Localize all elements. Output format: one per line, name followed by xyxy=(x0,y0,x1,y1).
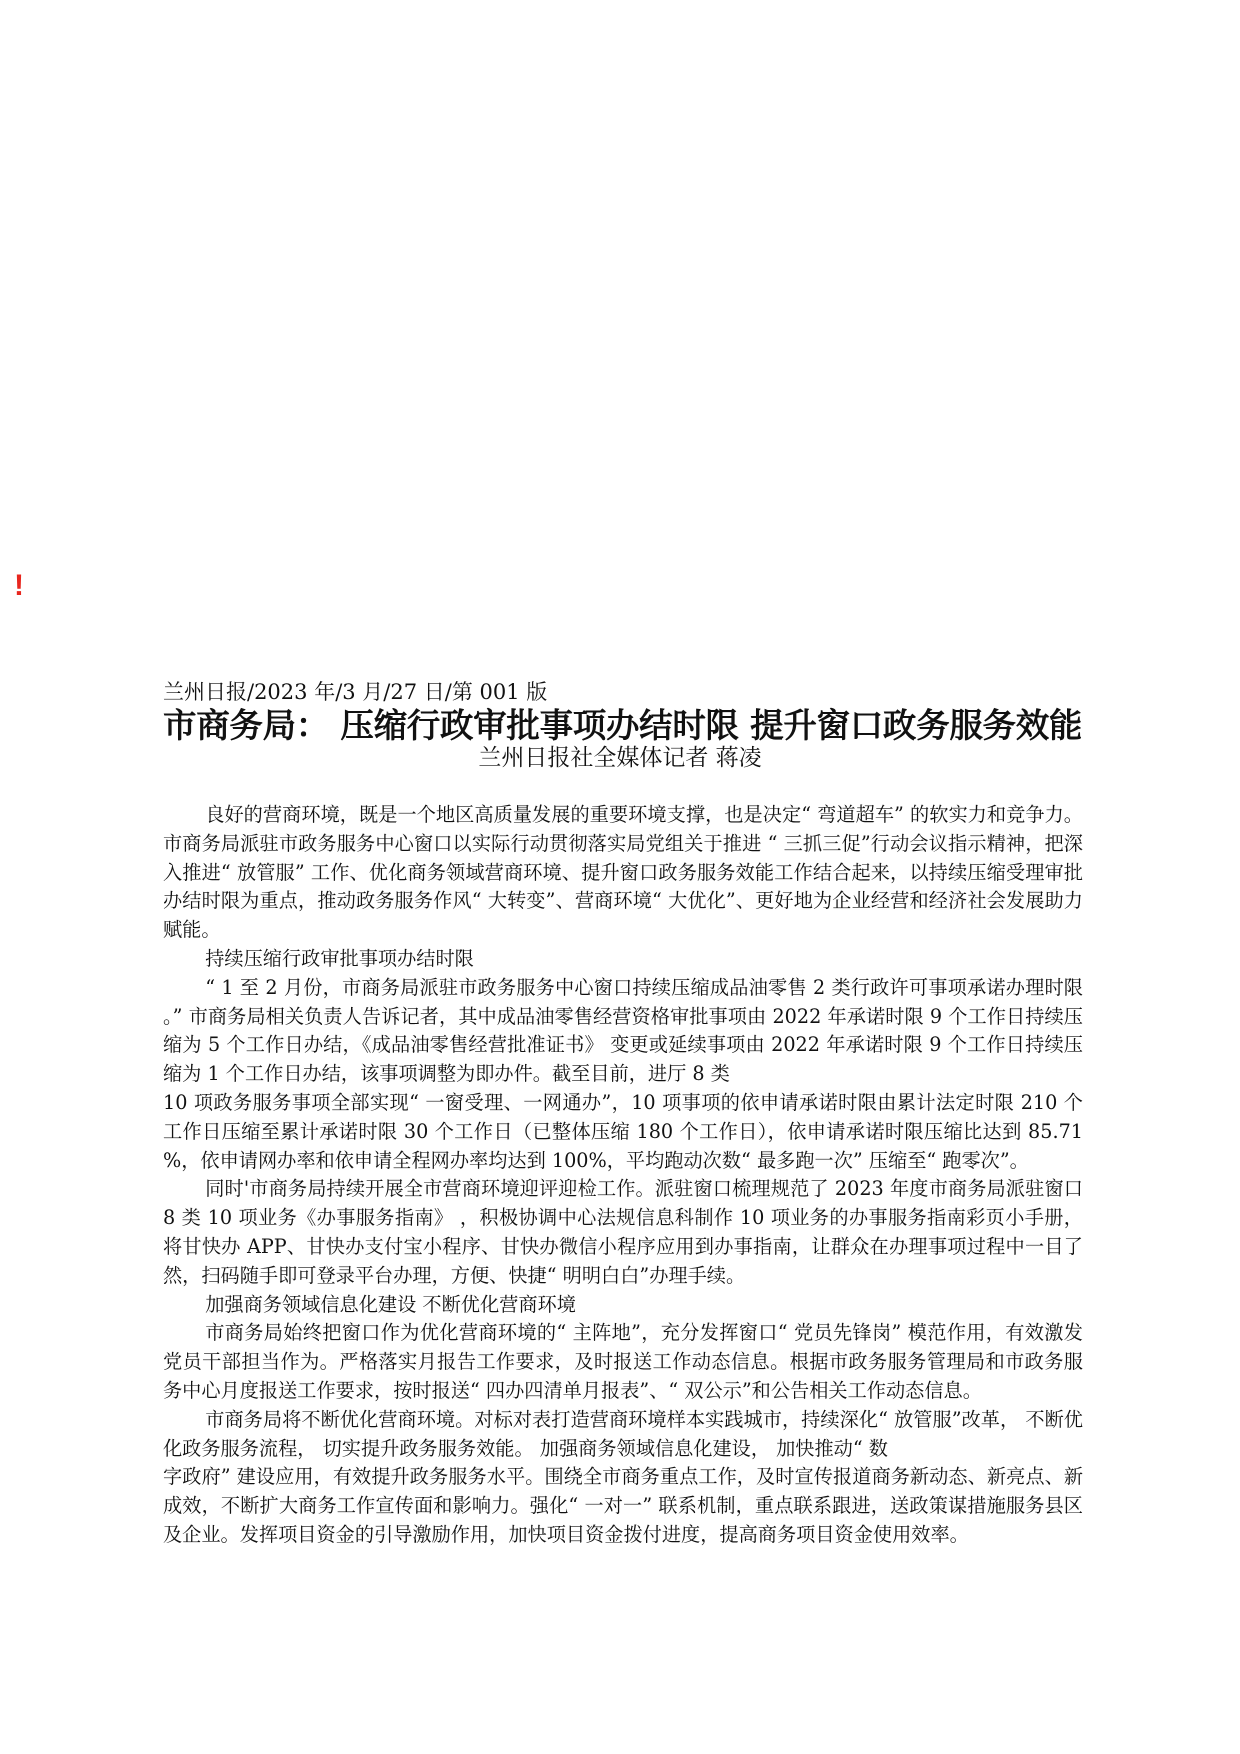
paragraph: 10 项政务服务事项全部实现“ 一窗受理、一网通办”，10 项事项的依申请承诺时限由累计法定时限 210 个工作日压缩至累计承诺时限 30 个工作日（已整体压缩 180 个工作日），依申请承诺时限压缩比达到 85.71%，依申请网办率和依申请全程网办率均达到 100%，平均跑动次数“ 最多跑一次” 压缩至“ 跑零次”。 xyxy=(163,1090,1083,1172)
section-heading: 持续压缩行政审批事项办结时限 xyxy=(205,946,474,970)
paragraph: 良好的营商环境，既是一个地区高质量发展的重要环境支撑，也是决定“ 弯道超车” 的软实力和竞争力。 市商务局派驻市政务服务中心窗口以实际行动贯彻落实局党组关于推进 “ 三抓三促”行动会议指示精神，把深入推进“ 放管服” 工作、优化商务领域营商环境、提升窗口政务服务效能工作结合起来，以持续压缩受理审批办结时限为重点，推动政务服务作风“ 大转变”、营商环境“ 大优化”、更好地为企业经营和经济社会发展助力赋能。 xyxy=(163,803,1083,942)
paragraph: 字政府” 建设应用，有效提升政务服务水平。围绕全市商务重点工作，及时宣传报道商务新动态、新亮点、新成效，不断扩大商务工作宣传面和影响力。强化“ 一对一” 联系机制，重点联系跟进，送政策谋措施服务县区及企业。发挥项目资金的引导激励作用，加快项目资金拨付进度，提高商务项目资金使用效率。 xyxy=(163,1465,1083,1546)
paragraph: “ 1 至 2 月份，市商务局派驻市政务服务中心窗口持续压缩成品油零售 2 类行政许可事项承诺办理时限。” 市商务局相关负责人告诉记者，其中成品油零售经营资格审批事项由 2022 年承诺时限 9 个工作日持续压缩为 5 个工作日办结，《成品油零售经营批准证书》 变更或延续事项由 2022 年承诺时限 9 个工作日持续压缩为 1 个工作日办结，该事项调整为即办件。截至目前，进厅 8 类 xyxy=(163,975,1083,1086)
article-body xyxy=(163,801,1083,1550)
section-heading: 加强商务领域信息化建设 不断优化营商环境 xyxy=(205,1292,576,1316)
paragraph: 市商务局始终把窗口作为优化营商环境的“ 主阵地”，充分发挥窗口“ 党员先锋岗” 模范作用，有效激发党员干部担当作为。严格落实月报告工作要求，及时报送工作动态信息。根据市政务服务管理局和市政务服务中心月度报送工作要求，按时报送“ 四办四清单月报表”、“ 双公示”和公告相关工作动态信息。 xyxy=(163,1321,1083,1402)
byline: 兰州日报社全媒体记者 蒋凌 xyxy=(478,745,762,771)
paragraph: 市商务局将不断优化营商环境。对标对表打造营商环境样本实践城市，持续深化“ 放管服”改革， 不断优化政务服务流程， 切实提升政务服务效能。 加强商务领域信息化建设， 加快推动“ 数 xyxy=(163,1407,1083,1460)
paragraph: 同时'市商务局持续开展全市营商环境迎评迎检工作。派驻窗口梳理规范了 2023 年度市商务局派驻窗口 8 类 10 项业务《办事服务指南》 ，积极协调中心法规信息科制作 10 项业务的办事服务指南彩页小手册，将甘快办 APP、甘快办支付宝小程序、甘快办微信小程序应用到办事指南，让群众在办理事项过程中一目了然，扫码随手即可登录平台办理，方便、快捷“ 明明白白”办理手续。 xyxy=(163,1177,1083,1287)
exclamation-mark: ! xyxy=(14,569,24,602)
article-title: 市商务局： 压缩行政审批事项办结时限 提升窗口政务服务效能 xyxy=(163,706,1083,745)
dateline: 兰州日报/2023 年/3 月/27 日/第 001 版 xyxy=(163,680,548,704)
